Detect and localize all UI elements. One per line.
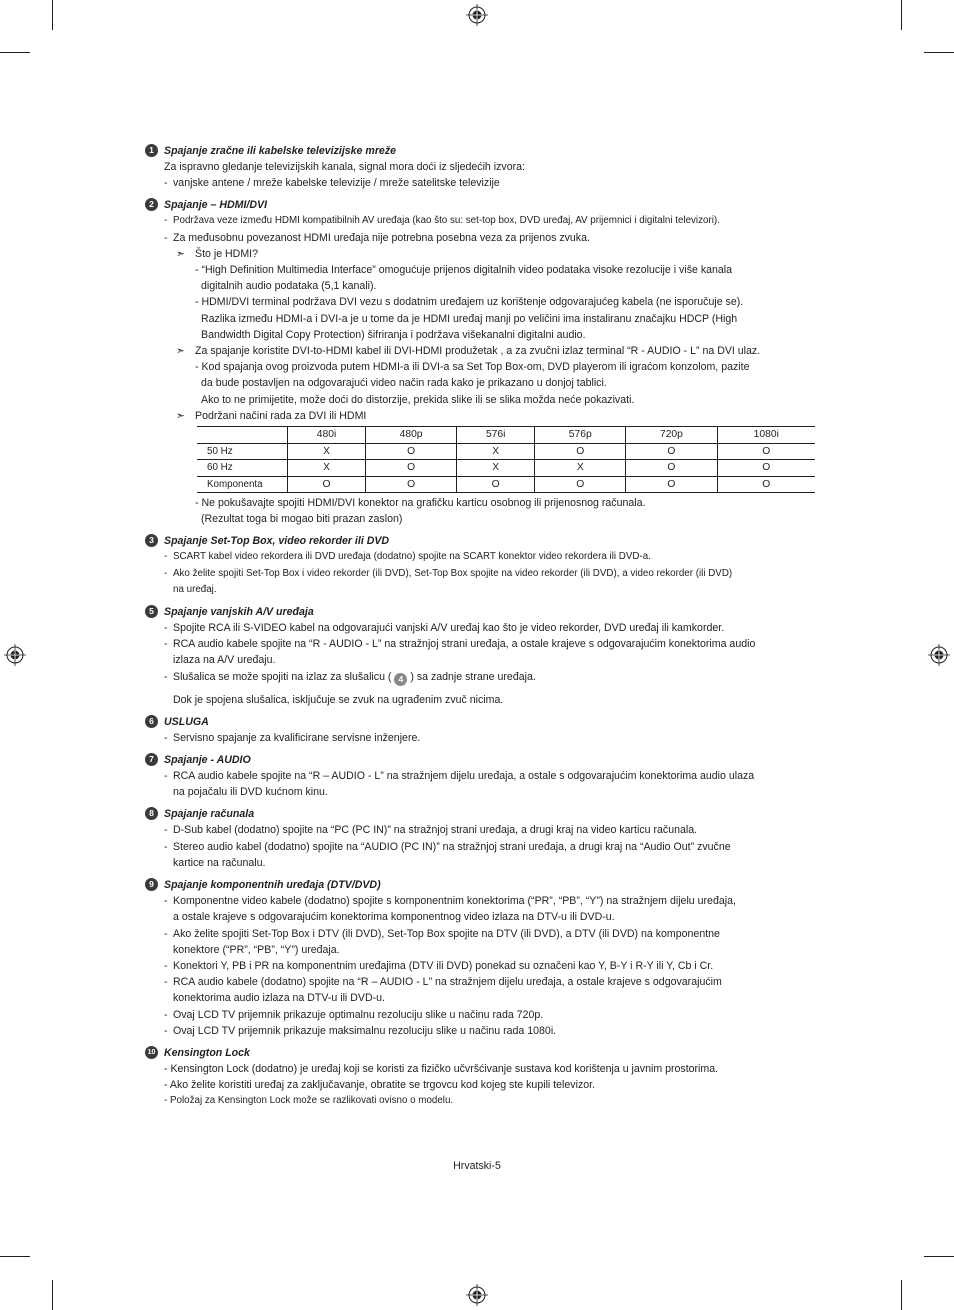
section-heading: 2 Spajanje – HDMI/DVI (145, 197, 820, 213)
list-item: - SCART kabel video rekordera ili DVD uređaja (dodatno) spojite na SCART konektor video rekordera ili DVD-a. (164, 551, 651, 563)
list-item: - Kensington Lock (dodatno) je uređaj koji se koristi za fizičko učvršćivanje sustava kod korištenja u javnim prostorima. (164, 1062, 719, 1075)
section-heading: 1 Spajanje zračne ili kabelske televizijske mreže (145, 143, 820, 159)
section-number-icon: 8 (145, 807, 158, 820)
note-what-is-hdmi: ➣ Što je HDMI? (145, 246, 820, 262)
section-number-icon: 1 (145, 144, 158, 157)
headphone-note: Dok je spojena slušalica, isključuje se zvuk na ugrađenim zvuč nicima. (173, 693, 504, 706)
section-number-icon: 9 (145, 878, 158, 891)
section-heading: 9 Spajanje komponentnih uređaja (DTV/DVD) (145, 877, 820, 893)
crop-mark (52, 1280, 53, 1310)
page-footer: Hrvatski-5 (453, 1160, 501, 1172)
list-item: - Ako želite spojiti Set-Top Box i DTV (ili DVD), Set-Top Box spojite na DTV (ili DVD), a DTV (ili DVD) na komponentne konektore (“PR”, “PB”, “Y”) uređaja. (164, 927, 720, 956)
section-number-icon: 2 (145, 198, 158, 211)
section-audio (145, 752, 820, 800)
registration-mark-icon (466, 4, 488, 26)
registration-mark-icon (466, 1284, 488, 1306)
crop-mark (52, 0, 53, 30)
list-item: - Ako želite spojiti Set-Top Box i video rekorder (ili DVD), Set-Top Box spojite na video rekorder (ili DVD), a video rekorder (ili DVD) na uređaj. (164, 567, 733, 595)
list-item: - Ne pokušavajte spojiti HDMI/DVI konektor na grafičku karticu osobnog ili prijenosnog računala. (Rezultat toga bi mogao biti prazan zaslon) (195, 497, 646, 526)
list-item: - D-Sub kabel (dodatno) spojite na “PC (PC IN)” na stražnjoj strani uređaja, a drugi kraj na video karticu računala. (164, 824, 698, 837)
crop-mark (0, 52, 30, 53)
section-heading: 8 Spajanje računala (145, 806, 820, 822)
supported-modes-table (197, 426, 815, 493)
section-number-icon: 10 (145, 1046, 158, 1059)
section-service (145, 714, 820, 746)
list-item: - Kod spajanja ovog proizvoda putem HDMI-a ili DVI-a sa Set Top Box-om, DVD playerom ili igraćom konzolom, pazite da bude postavljen na odgovarajući video način rada kako je prikazano u donjoj tablici. Ako to ne primijetite, može doći do distorzije, prekida slike ili se slika možda neće pokazivati. (195, 361, 750, 406)
list-item: - “High Definition Multimedia Interface” omogućuje prijenos digitalnih video podataka visoke rezolucije i više kanala digitalnih audio podataka (5,1 kanali). (195, 264, 733, 293)
section-kensington-lock (145, 1045, 820, 1110)
list-item: - vanjske antene / mreže kabelske televizije / mreže satelitske televizije (164, 177, 500, 190)
list-item: - Komponentne video kabele (dodatno) spojite s komponentnim konektorima (“PR”, “PB”, “Y”) na stražnjem dijelu uređaja, a ostale krajeve s odgovarajućim konektorima komponentnog video izlaza na DTV-u ili DVD-u. (164, 895, 736, 924)
crop-mark (924, 1256, 954, 1257)
arrow-icon: ➣ (176, 247, 185, 260)
section-external-av (145, 604, 820, 708)
list-item: - Spojite RCA ili S-VIDEO kabel na odgovarajući vanjski A/V uređaj kao što je video rekorder, DVD uređaj ili kamkorder. (164, 622, 725, 635)
section-computer (145, 806, 820, 871)
crop-mark (901, 0, 902, 30)
section-heading: 7 Spajanje - AUDIO (145, 752, 820, 768)
crop-mark (924, 52, 954, 53)
note-dvi-to-hdmi: ➣ Za spajanje koristite DVI-to-HDMI kabel ili DVI-HDMI produžetak , a za zvučni izlaz terminal “R - AUDIO - L” na DVI ulaz. (145, 343, 820, 359)
list-item: - Ako želite koristiti uređaj za zaključavanje, obratite se trgovcu kod kojeg ste kupili televizor. (164, 1079, 596, 1092)
section-heading: 6 USLUGA (145, 714, 820, 730)
section-intro: Za ispravno gledanje televizijskih kanala, signal mora doći iz sljedećih izvora: (164, 161, 525, 173)
section-hdmi-dvi (145, 197, 820, 527)
list-item: - Stereo audio kabel (dodatno) spojite na “AUDIO (PC IN)” na stražnjoj strani uređaja, a drugi kraj na “Audio Out” zvučne kartice na računalu. (164, 840, 731, 869)
section-set-top-box (145, 533, 820, 598)
manual-content (145, 143, 820, 1116)
list-item: - RCA audio kabele (dodatno) spojite na “R – AUDIO - L” na stražnjem dijelu uređaja, a ostale krajeve s odgovarajućim konektorima audio izlaza na DTV-u ili DVD-u. (164, 976, 722, 1005)
table-row: 50 Hz X O X O O O (197, 443, 815, 460)
registration-mark-icon (928, 644, 950, 666)
section-number-icon: 5 (145, 605, 158, 618)
headphone-number-icon: 4 (394, 673, 407, 686)
list-item: - HDMI/DVI terminal podržava DVI vezu s dodatnim uređajem uz korištenje odgovarajućeg kabela (ne isporučuje se). Razlika između HDMI-a i DVI-a je u tome da je HDMI uređaj manji po veličini ima instaliranu značajku HDCP (High Bandwidth Digital Copy Protection) šifriranja i podržava višekanalni digitalni audio. (195, 296, 744, 341)
list-item: - RCA audio kabele spojite na “R – AUDIO - L” na stražnjem dijelu uređaja, a ostale s odgovarajućim konektorima audio ulaza na pojačalu ili DVD kućnom kinu. (164, 770, 755, 799)
list-item: - Podržava veze između HDMI kompatibilnih AV uređaja (kao što su: set-top box, DVD uređaj, AV prijemnici i digitalni televizori). (164, 215, 720, 227)
list-item: - Slušalica se može spojiti na izlaz za slušalicu ( 4 ) sa zadnje strane uređaja. (164, 670, 536, 684)
list-item: - Ovaj LCD TV prijemnik prikazuje maksimalnu rezoluciju slike u načinu rada 1080i. (164, 1024, 557, 1037)
table-header-row: 480i 480p 576i 576p 720p 1080i (197, 427, 815, 444)
section-number-icon: 7 (145, 753, 158, 766)
table-row: 60 Hz X O X X O O (197, 460, 815, 477)
section-heading: 3 Spajanje Set-Top Box, video rekorder ili DVD (145, 533, 820, 549)
crop-mark (0, 1256, 30, 1257)
note-supported-modes: ➣ Podržani načini rada za DVI ili HDMI (145, 408, 820, 424)
section-component (145, 877, 820, 1039)
section-heading: 10 Kensington Lock (145, 1045, 820, 1061)
list-item: - Konektori Y, PB i PR na komponentnim uređajima (DTV ili DVD) ponekad su označeni kao Y, B-Y i R-Y ili Y, Cb i Cr. (164, 959, 714, 972)
arrow-icon: ➣ (176, 409, 185, 422)
list-item: - RCA audio kabele spojite na “R - AUDIO - L” na stražnjoj strani uređaja, a ostale krajeve s odgovarajućim konektorima audio izlaza na A/V uređaju. (164, 638, 756, 667)
list-item: - Ovaj LCD TV prijemnik prikazuje optimalnu rezoluciju slike u načinu rada 720p. (164, 1008, 544, 1021)
arrow-icon: ➣ (176, 345, 185, 358)
registration-mark-icon (4, 644, 26, 666)
section-antenna (145, 143, 820, 191)
list-item: - Položaj za Kensington Lock može se razlikovati ovisno o modelu. (164, 1095, 454, 1107)
list-item: - Za međusobnu povezanost HDMI uređaja nije potrebna posebna veza za prijenos zvuka. (164, 231, 590, 244)
section-number-icon: 3 (145, 534, 158, 547)
section-heading: 5 Spajanje vanjskih A/V uređaja (145, 604, 820, 620)
section-number-icon: 6 (145, 715, 158, 728)
crop-mark (901, 1280, 902, 1310)
list-item: - Servisno spajanje za kvalificirane servisne inženjere. (164, 731, 421, 744)
table-row: Komponenta O O O O O O (197, 476, 815, 493)
